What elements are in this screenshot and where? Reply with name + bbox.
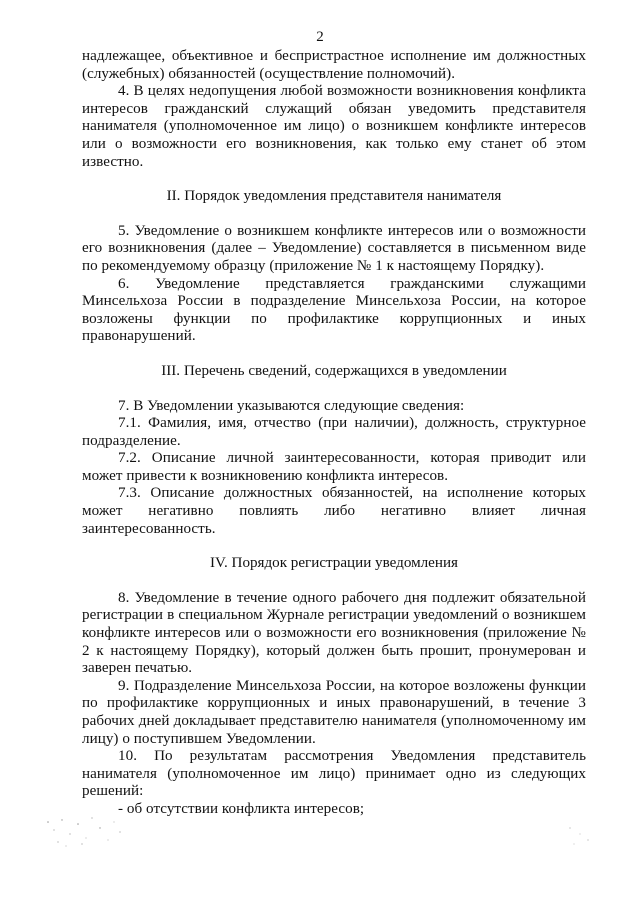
paragraph-7-2: 7.2. Описание личной заинтересованности, которая приводит или может привести к возникновению конфликта интересов. [82,450,586,484]
spacer [82,346,586,363]
document-body [82,48,586,819]
paragraph-6: 6. Уведомление представляется гражданскими служащими Минсельхоза России в подразделение Минсельхоза России, на которое возложены функции по профилактике коррупционных и иных правонарушений. [82,275,586,345]
paragraph-7: 7. В Уведомлении указываются следующие сведения: [118,397,465,414]
section-heading-2: II. Порядок уведомления представителя нанимателя [166,188,502,205]
paragraph-continuation: надлежащее, объективное и беспристрастное исполнение им должностных (служебных) обязанностей (осуществление полномочий). [82,48,586,82]
spacer [82,381,586,398]
paragraph-4: 4. В целях недопущения любой возможности возникновения конфликта интересов гражданский служащий обязан уведомить представителя нанимателя (уполномоченное им лицо) о возникшем конфликте интересов или о возможности его возникновения, как только ему станет об этом известно. [82,83,586,170]
spacer [82,573,586,590]
paragraph-8: 8. Уведомление в течение одного рабочего дня подлежит обязательной регистрации в специальном Журнале регистрации уведомлений о возникшем конфликте интересов или о возможности его возникновения (приложение № 2 к настоящему Порядку), который должен быть прошит, пронумерован и заверен печатью. [82,589,586,677]
scan-noise [560,820,600,850]
paragraph-7-3: 7.3. Описание должностных обязанностей, на исполнение которых может негативно повлиять либо негативно влияет личная заинтересованность. [82,485,586,537]
page-number: 2 [316,29,324,45]
spacer [82,206,586,223]
section-heading-3: III. Перечень сведений, содержащихся в уведомлении [161,362,507,379]
spacer [82,171,586,188]
paragraph-5: 5. Уведомление о возникшем конфликте интересов или о возможности его возникновения (далее – Уведомление) составляется в письменном виде по рекомендуемому образцу (приложение № 1 к настоящему Порядку). [82,222,586,274]
paragraph-10-item-a: - об отсутствии конфликта интересов; [118,800,365,817]
spacer [82,538,586,555]
section-heading-4: IV. Порядок регистрации уведомления [210,555,458,572]
paragraph-10: 10. По результатам рассмотрения Уведомления представитель нанимателя (уполномоченное им лицо) принимает одно из следующих решений: [82,748,586,800]
paragraph-7-1: 7.1. Фамилия, имя, отчество (при наличии), должность, структурное подразделение. [82,415,586,449]
paragraph-9: 9. Подразделение Минсельхоза России, на которое возложены функции по профилактике коррупционных и иных правонарушений, в течение 3 рабочих дней докладывает представителю нанимателя (уполномоченному им лицу) о поступившем Уведомлении. [82,677,586,747]
scan-noise [40,812,140,852]
